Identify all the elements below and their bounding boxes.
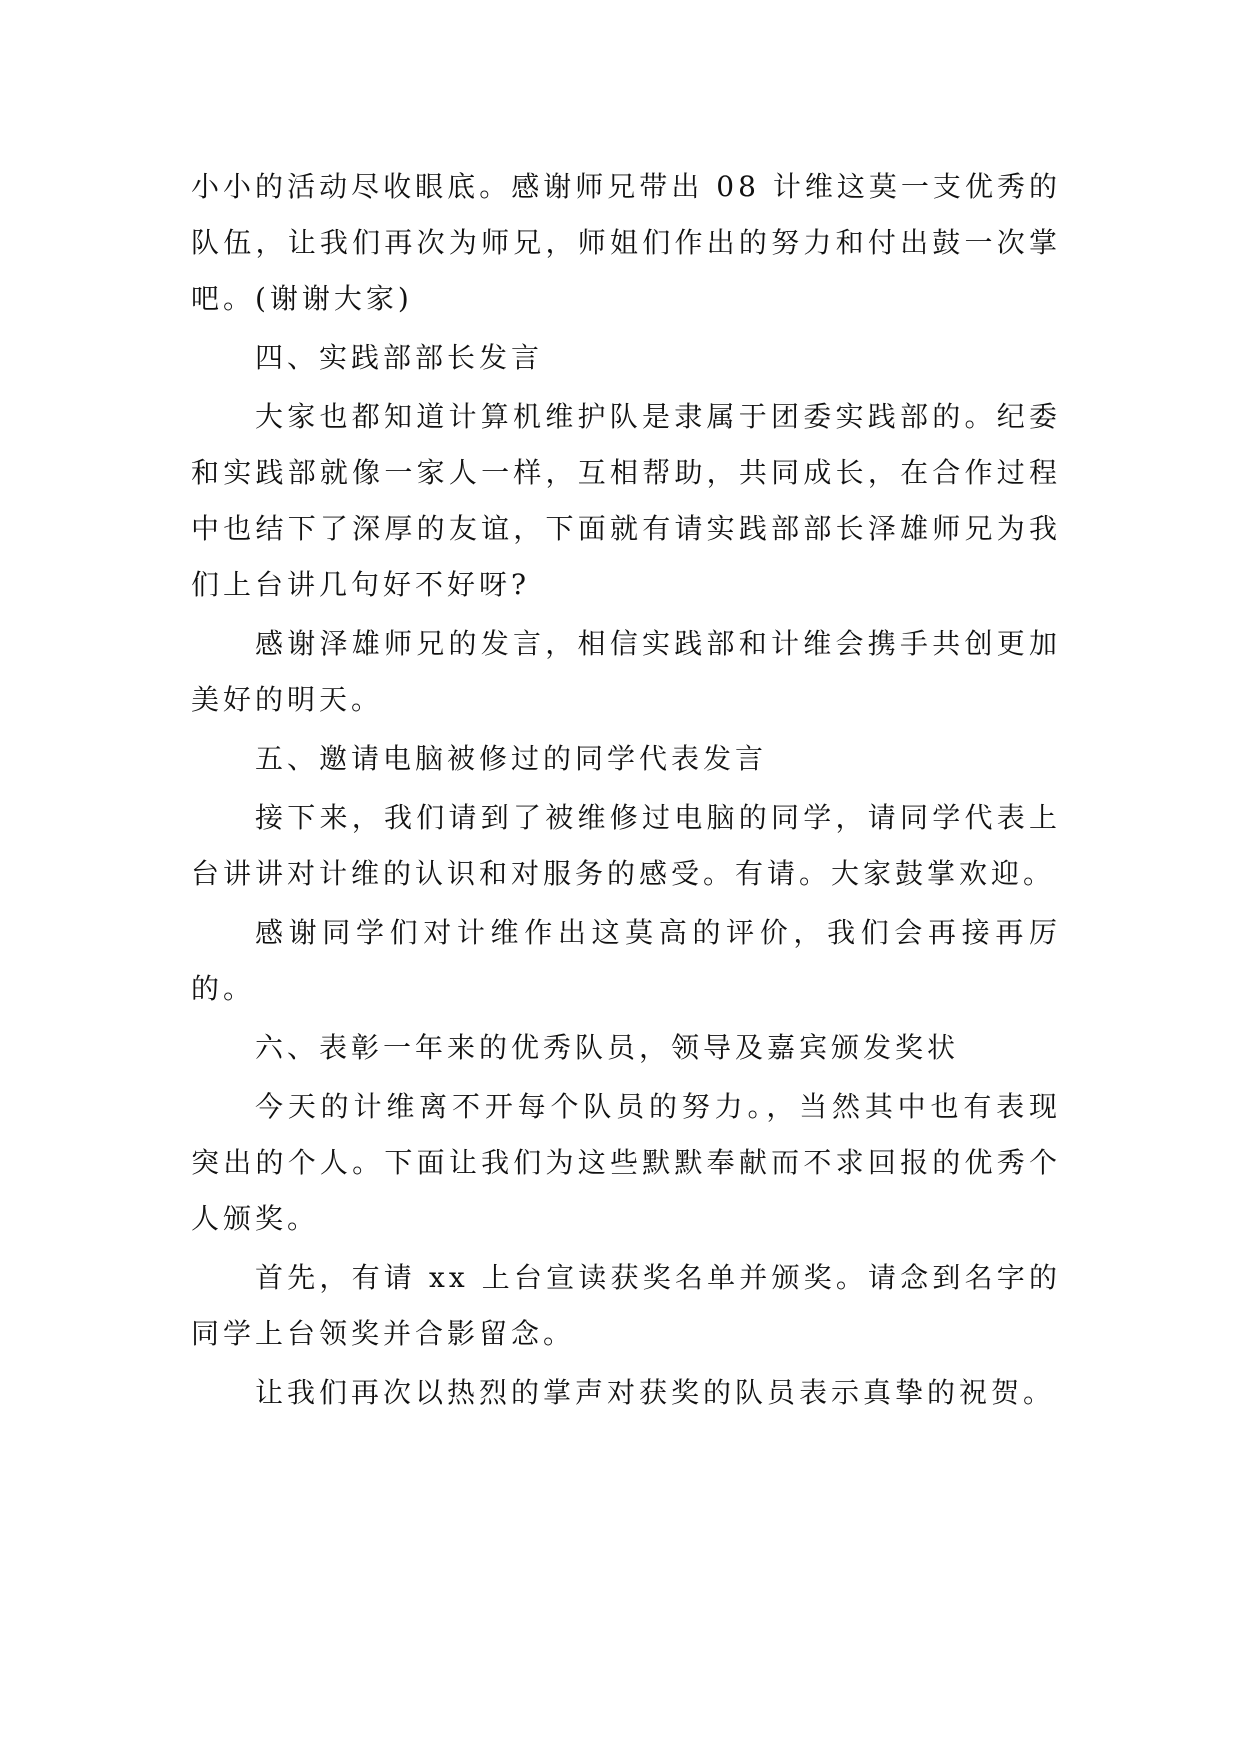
paragraph: 大家也都知道计算机维护队是隶属于团委实践部的。纪委和实践部就像一家人一样，互相帮助，共同成长，在合作过程中也结下了深厚的友谊，下面就有请实践部部长泽雄师兄为我们上台讲几句好不好呀? <box>191 400 1061 601</box>
paragraph: 让我们再次以热烈的掌声对获奖的队员表示真挚的祝贺。 <box>255 1376 1056 1409</box>
document-body <box>191 159 1061 1424</box>
paragraph: 今天的计维离不开每个队员的努力。，当然其中也有表现突出的个人。下面让我们为这些默默奉献而不求回报的优秀个人颁奖。 <box>191 1090 1061 1235</box>
paragraph-continuation: 小小的活动尽收眼底。感谢师兄带出 08 计维这莫一支优秀的队伍，让我们再次为师兄，师姐们作出的努力和付出鼓一次掌吧。(谢谢大家) <box>191 170 1061 315</box>
section-heading-4: 四、实践部部长发言 <box>255 341 544 374</box>
paragraph: 接下来，我们请到了被维修过电脑的同学，请同学代表上台讲讲对计维的认识和对服务的感受。有请。大家鼓掌欢迎。 <box>191 801 1061 890</box>
section-heading-6: 六、表彰一年来的优秀队员，领导及嘉宾颁发奖状 <box>255 1031 960 1064</box>
paragraph: 首先，有请 xx 上台宣读获奖名单并颁奖。请念到名字的同学上台领奖并合影留念。 <box>191 1261 1061 1350</box>
paragraph: 感谢泽雄师兄的发言，相信实践部和计维会携手共创更加美好的明天。 <box>191 627 1061 716</box>
paragraph: 感谢同学们对计维作出这莫高的评价，我们会再接再厉的。 <box>191 916 1061 1005</box>
section-heading-5: 五、邀请电脑被修过的同学代表发言 <box>255 742 768 775</box>
